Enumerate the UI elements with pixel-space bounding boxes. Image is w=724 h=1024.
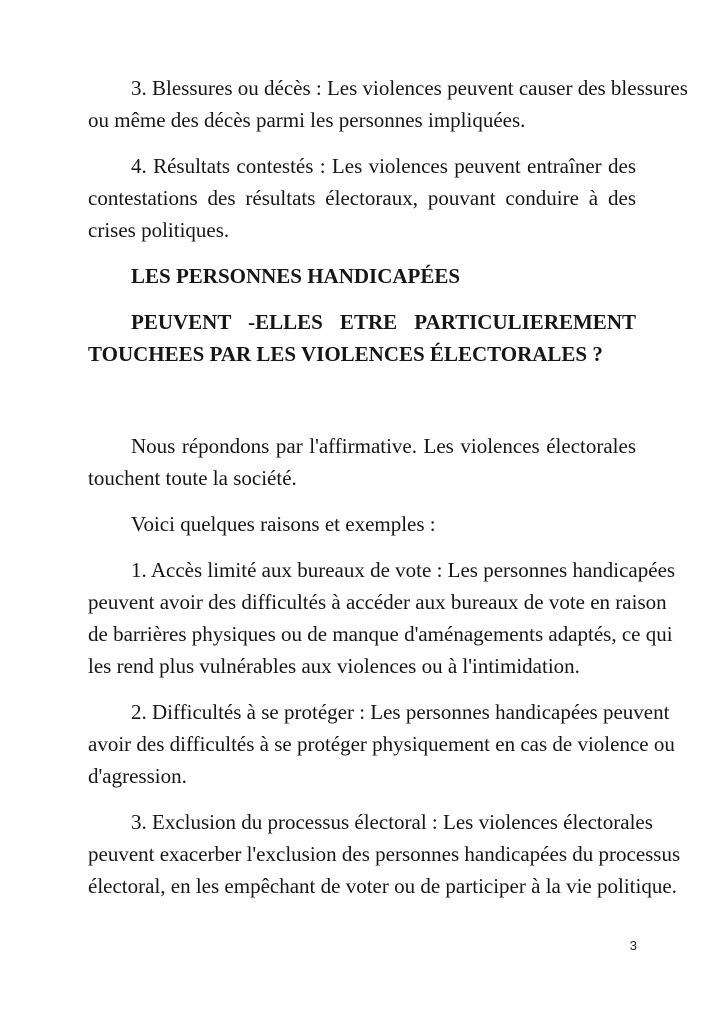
text-line: Voici quelques raisons et exemples : [131, 512, 436, 536]
body-paragraph [88, 806, 681, 902]
text-line: contestations des résultats électoraux, pouvant conduire à des [88, 186, 636, 210]
spacer-paragraph [88, 384, 636, 416]
text-line: d'agression. [88, 764, 187, 788]
text-line: électoral, en les empêchant de voter ou de participer à la vie politique. [88, 874, 677, 898]
body-paragraph [88, 430, 636, 494]
text-line: peuvent avoir des difficultés à accéder aux bureaux de vote en raison [88, 590, 667, 614]
page-number: 3 [629, 938, 637, 953]
text-line: TOUCHEES PAR LES VIOLENCES ÉLECTORALES ? [88, 342, 603, 366]
text-line: de barrières physiques ou de manque d'aménagements adaptés, ce qui [88, 622, 673, 646]
page-footer [630, 938, 637, 954]
body-paragraph [88, 696, 675, 792]
text-line: 4. Résultats contestés : Les violences peuvent entraîner des [131, 154, 636, 178]
text-line: 2. Difficultés à se protéger : Les personnes handicapées peuvent [131, 700, 670, 724]
text-line: touchent toute la société. [88, 466, 297, 490]
text-line: crises politiques. [88, 218, 230, 242]
body-paragraph [88, 150, 636, 246]
text-line: 3. Blessures ou décès : Les violences peuvent causer des blessures [131, 76, 688, 100]
text-line: avoir des difficultés à se protéger physiquement en cas de violence ou [88, 732, 675, 756]
body-paragraph [88, 508, 636, 540]
text-line: ou même des décès parmi les personnes impliquées. [88, 108, 526, 132]
text-line: PEUVENT -ELLES ETRE PARTICULIEREMENT [131, 310, 636, 334]
heading-paragraph [88, 260, 636, 292]
text-line: peuvent exacerber l'exclusion des personnes handicapées du processus [88, 842, 681, 866]
body-paragraph [88, 554, 676, 682]
text-line: les rend plus vulnérables aux violences ou à l'intimidation. [88, 654, 580, 678]
text-line: LES PERSONNES HANDICAPÉES [131, 264, 461, 288]
text-line: 3. Exclusion du processus électoral : Les violences électorales [131, 810, 653, 834]
text-line: Nous répondons par l'affirmative. Les violences électorales [131, 434, 636, 458]
text-line: 1. Accès limité aux bureaux de vote : Les personnes handicapées [131, 558, 676, 582]
body-paragraph [88, 72, 688, 136]
heading-paragraph [88, 306, 636, 370]
